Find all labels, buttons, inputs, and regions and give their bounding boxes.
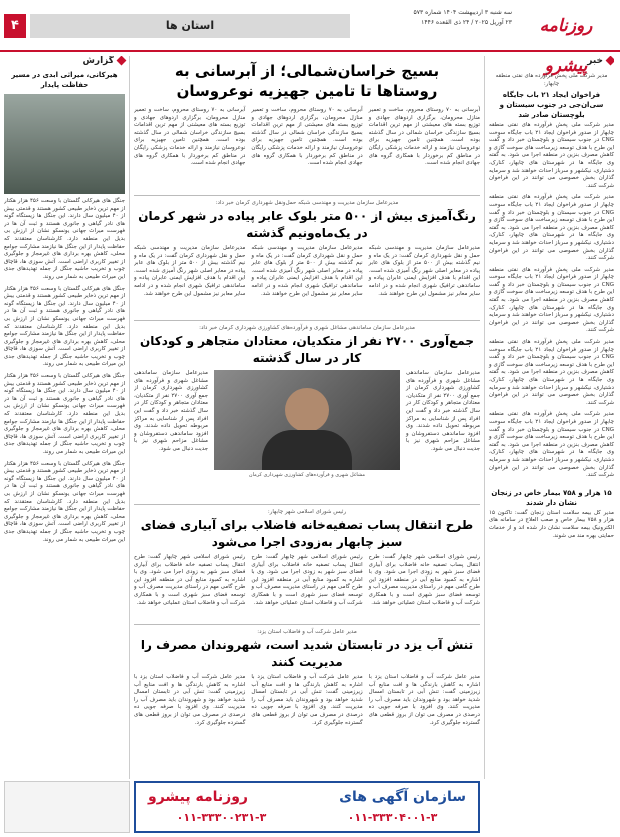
advert-top xyxy=(136,783,478,811)
lead-col-1: آبرسانی به ۷۰ روستای محروم، ساخت و تعمیر منازل محرومان، برگزاری اردوهای جهادی و توزیع بسته های معیشتی از مهم ترین اقدامات بسیج سازندگی خراسان شمالی در سال گذشته بوده است. همچنین تامین جهیزیه برای نوعروسان نیازمند و ارائه خدمات پزشکی رایگان در مناطق کم برخوردار با همکاری گروه های جهادی انجام شده است. xyxy=(368,107,480,167)
story2-kicker: مدیرعامل سازمان مدیریت و مهندسی شبکه حمل‌ونقل شهرداری کرمان خبر داد: xyxy=(215,200,399,206)
left-ad-placeholder xyxy=(4,781,130,833)
advert-phone-2: ۰۱۱-۳۳۳۰۴۰۰۱-۳ xyxy=(347,811,438,824)
brief2-body: مدیر کل بیمه سلامت استان زنجان گفت: تاکنون ۱۵ هزار و ۷۵۸ بیمار خاص و صعب العلاج در سامانه های الکترونیک بیمه سلامت نشان دار شده اند و از خدمات حمایتی بهره مند می شوند. xyxy=(489,509,614,539)
brief-body-cont-4: مدیر شرکت ملی پخش فرآورده های نفتی منطقه چابهار از صدور فراخوان ایجاد ۲۱ باب جایگاه سوخت CNG در جنوب سیستان و بلوچستان خبر داد و گفت این طرح با هدف توسعه زیرساخت های سوخت گازی و کاهش مصرف بنزین در منطقه اجرا می شود. به گفته وی جایگاه ها در شهرستان های چابهار، کنارک، دشتیاری، نیکشهر و سرباز احداث خواهند شد و سرمایه گذاران بخش خصوصی می توانند در این فراخوان شرکت کنند. xyxy=(489,411,614,479)
story2-col-1: مدیرعامل سازمان مدیریت و مهندسی شبکه حمل و نقل شهرداری کرمان گفت: در یک ماه و نیم گذشته بیش از ۵۰۰ متر از بلوک های عابر پیاده در معابر اصلی شهر رنگ آمیزی شده است. این اقدام با هدف افزایش ایمنی عابران پیاده و ساماندهی ترافیک شهری انجام شده و در ادامه سایر معابر نیز مشمول این طرح خواهند شد. xyxy=(368,245,480,297)
lead-col-2: آبرسانی به ۷۰ روستای محروم، ساخت و تعمیر منازل محرومان، برگزاری اردوهای جهادی و توزیع بسته های معیشتی از مهم ترین اقدامات بسیج سازندگی خراسان شمالی در سال گذشته بوده است. همچنین تامین جهیزیه برای نوعروسان نیازمند و ارائه خدمات پزشکی رایگان در مناطق کم برخوردار با همکاری گروه های جهادی انجام شده است. xyxy=(251,107,363,167)
news-label: خبر xyxy=(489,56,614,66)
newspaper-logo: روزنامه پیشرو xyxy=(539,16,593,76)
story2-headline: رنگ‌آمیزی بیش از ۵۰۰ متر بلوک عابر پیاده در شهر کرمان در یک‌ماه‌و‌نیم گذشته xyxy=(138,209,476,240)
story5-col-2: مدیر عامل شرکت آب و فاضلاب استان یزد با اشاره به کاهش بارندگی ها و افت منابع آب زیرزمینی گفت: تنش آبی در تابستان امسال شدید خواهد بود و شهروندان باید مصرف آب را مدیریت کنند. وی افزود با صرفه جویی ده درصدی در مصرف می توان از بروز قطعی های گسترده جلوگیری کرد. xyxy=(251,674,363,726)
story2-col-3: مدیرعامل سازمان مدیریت و مهندسی شبکه حمل و نقل شهرداری کرمان گفت: در یک ماه و نیم گذشته بیش از ۵۰۰ متر از بلوک های عابر پیاده در معابر اصلی شهر رنگ آمیزی شده است. این اقدام با هدف افزایش ایمنی عابران پیاده و ساماندهی ترافیک شهری انجام شده و در ادامه سایر معابر نیز مشمول این طرح خواهند شد. xyxy=(134,245,246,297)
story3-col-2: مدیرعامل سازمان ساماندهی مشاغل شهری و فرآورده های کشاورزی شهرداری کرمان از جمع آوری ۲۷۰۰ نفر از متکدیان، معتادان متجاهر و کودکان کار در سال گذشته خبر داد و گفت این افراد پس از شناسایی به مراکز مربوطه تحویل داده شدند. وی افزود ساماندهی دستفروشان و مشاغل مزاحم شهری نیز با جدیت دنبال می شود. xyxy=(134,370,208,452)
story3-layout xyxy=(134,370,480,478)
section-title: استان ها xyxy=(30,14,350,38)
brief2-title: ۱۵ هزار و ۷۵۸ بیمار خاص در زنجان نشان دار شدند xyxy=(491,488,612,507)
report-body: جنگل های هیرکانی گلستان با وسعت ۴۵۶ هزار هکتار از مهم ترین ذخایر طبیعی کشور هستند و قدمتی بیش از ۴۰ میلیون سال دارند. این جنگل ها زیستگاه گونه های نادر گیاهی و جانوری هستند و ثبت آن ها در فهرست میراث جهانی یونسکو نشان از ارزش بی بدیل این منطقه دارد. کارشناسان معتقدند که حفاظت پایدار از این جنگل ها نیازمند مشارکت جوامع محلی، کاهش بهره برداری های غیرمجاز و جلوگیری از تغییر کاربری اراضی است. آتش سوزی ها، قاچاق چوب و تخریب حاشیه جنگل از جمله تهدیدهای جدی این میراث طبیعی به شمار می روند. xyxy=(4,198,126,280)
brief-title: فراخوان ایجاد ۲۱ باب جایگاه سی‌ان‌جی در جنوب سیستان و بلوچستان صادر شد xyxy=(499,91,604,119)
story5-col-3: مدیر عامل شرکت آب و فاضلاب استان یزد با اشاره به کاهش بارندگی ها و افت منابع آب زیرزمینی گفت: تنش آبی در تابستان امسال شدید خواهد بود و شهروندان باید مصرف آب را مدیریت کنند. وی افزود با صرفه جویی ده درصدی در مصرف می توان از بروز قطعی های گسترده جلوگیری کرد. xyxy=(134,674,246,726)
date-line-1: سه شنبه ۳ اردیبهشت ۱۴۰۴ شماره ۵۷۳ xyxy=(413,9,512,16)
story2-body xyxy=(134,245,480,298)
advert-brand: روزنامه پیشرو xyxy=(148,789,248,805)
main-content xyxy=(134,56,480,779)
report-title: هیرکانی، میراثی ابدی در مسیر حفاظت پایدار xyxy=(11,71,118,89)
story3-photo-block xyxy=(214,370,400,478)
brief-body-cont-3: مدیر شرکت ملی پخش فرآورده های نفتی منطقه چابهار از صدور فراخوان ایجاد ۲۱ باب جایگاه سوخت CNG در جنوب سیستان و بلوچستان خبر داد و گفت این طرح با هدف توسعه زیرساخت های سوخت گازی و کاهش مصرف بنزین در منطقه اجرا می شود. به گفته وی جایگاه ها در شهرستان های چابهار، کنارک، دشتیاری، نیکشهر و سرباز احداث خواهند شد و سرمایه گذاران بخش خصوصی می توانند در این فراخوان شرکت کنند. xyxy=(489,339,614,406)
brief-kicker: مدیر شرکت ملی پخش فرآورده های نفتی منطقه چابهار: xyxy=(495,73,608,87)
brief-body: مدیر شرکت ملی پخش فرآورده های نفتی منطقه چابهار از صدور فراخوان ایجاد ۲۱ باب جایگاه سوخت CNG در جنوب سیستان و بلوچستان خبر داد و گفت این طرح با هدف توسعه زیرساخت های سوخت گازی و کاهش مصرف بنزین در منطقه اجرا می شود. به گفته وی جایگاه ها در شهرستان های چابهار، کنارک، دشتیاری، نیکشهر و سرباز احداث خواهند شد و سرمایه گذاران بخش خصوصی می توانند در این فراخوان شرکت کنند. xyxy=(489,122,614,189)
story4-col-2: رئیس شورای اسلامی شهر چابهار گفت: طرح انتقال پساب تصفیه خانه فاضلاب برای آبیاری فضای سبز شهر به زودی اجرا می شود. وی با اشاره به کمبود منابع آبی در منطقه افزود این طرح گامی مهم در راستای مدیریت مصرف آب و توسعه فضای سبز شهری است و با همکاری شرکت آب و فاضلاب استان عملیاتی خواهد شد. xyxy=(251,554,363,606)
story4-kicker: رئیس شورای اسلامی شهر چابهار: xyxy=(267,509,347,515)
story-yazd-water xyxy=(134,625,480,775)
story5-headline: تنش آب یزد در تابستان شدید است، شهروندان مصرف را مدیریت کنند xyxy=(140,638,474,669)
report-label: گزارش xyxy=(4,56,125,66)
photo-caption: مشاغل شهری و فرآورده‌های کشاورزی شهرداری کرمان xyxy=(248,472,366,478)
official-photo xyxy=(214,370,400,470)
story-kerman-beggars xyxy=(134,321,480,505)
story3-col-1: مدیرعامل سازمان ساماندهی مشاغل شهری و فرآورده های کشاورزی شهرداری کرمان از جمع آوری ۲۷۰۰ نفر از متکدیان، معتادان متجاهر و کودکان کار در سال گذشته خبر داد و گفت این افراد پس از شناسایی به مراکز مربوطه تحویل داده شدند. وی افزود ساماندهی دستفروشان و مشاغل مزاحم شهری نیز با جدیت دنبال می شود. xyxy=(406,370,480,452)
lead-col-3: آبرسانی به ۷۰ روستای محروم، ساخت و تعمیر منازل محرومان، برگزاری اردوهای جهادی و توزیع بسته های معیشتی از مهم ترین اقدامات بسیج سازندگی خراسان شمالی در سال گذشته بوده است. همچنین تامین جهیزیه برای نوعروسان نیازمند و ارائه خدمات پزشکی رایگان در مناطق کم برخوردار با همکاری گروه های جهادی انجام شده است. xyxy=(134,107,246,167)
date-line-2: ۲۳ آوریل ۲۰۲۵ / ۲۴ ذی القعده ۱۴۴۶ xyxy=(421,19,512,26)
lead-body xyxy=(134,107,480,168)
story4-col-3: رئیس شورای اسلامی شهر چابهار گفت: طرح انتقال پساب تصفیه خانه فاضلاب برای آبیاری فضای سبز شهر به زودی اجرا می شود. وی با اشاره به کمبود منابع آبی در منطقه افزود این طرح گامی مهم در راستای مدیریت مصرف آب و توسعه فضای سبز شهری است و با همکاری شرکت آب و فاضلاب استان عملیاتی خواهد شد. xyxy=(134,554,246,606)
story3-kicker: مدیرعامل سازمان ساماندهی مشاغل شهری و فرآورده‌های کشاورزی شهرداری کرمان خبر داد: xyxy=(199,325,415,331)
forest-photo xyxy=(4,94,125,194)
story-kerman-crosswalk xyxy=(134,196,480,321)
left-column xyxy=(4,56,130,779)
advert-banner xyxy=(134,781,480,833)
story-chabahar-wastewater xyxy=(134,505,480,625)
page-number: ۴ xyxy=(4,14,26,38)
report-body-cont: جنگل های هیرکانی گلستان با وسعت ۴۵۶ هزار هکتار از مهم ترین ذخایر طبیعی کشور هستند و قدمتی بیش از ۴۰ میلیون سال دارند. این جنگل ها زیستگاه گونه های نادر گیاهی و جانوری هستند و ثبت آن ها در فهرست میراث جهانی یونسکو نشان از ارزش بی بدیل این منطقه دارد. کارشناسان معتقدند که حفاظت پایدار از این جنگل ها نیازمند مشارکت جوامع محلی، کاهش بهره برداری های غیرمجاز و جلوگیری از تغییر کاربری اراضی است. آتش سوزی ها، قاچاق چوب و تخریب حاشیه جنگل از جمله تهدیدهای جدی این میراث طبیعی به شمار می روند. xyxy=(4,285,126,368)
story2-col-2: مدیرعامل سازمان مدیریت و مهندسی شبکه حمل و نقل شهرداری کرمان گفت: در یک ماه و نیم گذشته بیش از ۵۰۰ متر از بلوک های عابر پیاده در معابر اصلی شهر رنگ آمیزی شده است. این اقدام با هدف افزایش ایمنی عابران پیاده و ساماندهی ترافیک شهری انجام شده و در ادامه سایر معابر نیز مشمول این طرح خواهند شد. xyxy=(251,245,363,297)
lead-headline: بسیج خراسان‌شمالی؛ از آبرسانی به روستاها تا تامین جهیزیه نوعروسان xyxy=(174,62,440,100)
story4-headline: طرح انتقال پساب تصفیه‌خانه فاضلاب برای آبیاری فضای سبز چابهار به‌زودی اجرا می‌شود xyxy=(140,518,474,549)
story5-kicker: مدیر عامل شرکت آب و فاضلاب استان یزد: xyxy=(257,629,357,635)
story5-body xyxy=(134,674,480,727)
story4-body xyxy=(134,554,480,607)
story4-col-1: رئیس شورای اسلامی شهر چابهار گفت: طرح انتقال پساب تصفیه خانه فاضلاب برای آبیاری فضای سبز شهر به زودی اجرا می شود. وی با اشاره به کمبود منابع آبی در منطقه افزود این طرح گامی مهم در راستای مدیریت مصرف آب و توسعه فضای سبز شهری است و با همکاری شرکت آب و فاضلاب استان عملیاتی خواهد شد. xyxy=(368,554,480,606)
advert-phone-1: ۰۱۱-۳۳۳۰۰۲۳۱-۳ xyxy=(176,811,267,824)
report-body-cont-3: جنگل های هیرکانی گلستان با وسعت ۴۵۶ هزار هکتار از مهم ترین ذخایر طبیعی کشور هستند و قدمتی بیش از ۴۰ میلیون سال دارند. این جنگل ها زیستگاه گونه های نادر گیاهی و جانوری هستند و ثبت آن ها در فهرست میراث جهانی یونسکو نشان از ارزش بی بدیل این منطقه دارد. کارشناسان معتقدند که حفاظت پایدار از این جنگل ها نیازمند مشارکت جوامع محلی، کاهش بهره برداری های غیرمجاز و جلوگیری از تغییر کاربری اراضی است. آتش سوزی ها، قاچاق چوب و تخریب حاشیه جنگل از جمله تهدیدهای جدی این میراث طبیعی به شمار می روند. xyxy=(4,460,126,543)
portrait-head xyxy=(285,388,329,432)
portrait-body xyxy=(262,430,352,470)
report-body-cont-2: جنگل های هیرکانی گلستان با وسعت ۴۵۶ هزار هکتار از مهم ترین ذخایر طبیعی کشور هستند و قدمتی بیش از ۴۰ میلیون سال دارند. این جنگل ها زیستگاه گونه های نادر گیاهی و جانوری هستند و ثبت آن ها در فهرست میراث جهانی یونسکو نشان از ارزش بی بدیل این منطقه دارد. کارشناسان معتقدند که حفاظت پایدار از این جنگل ها نیازمند مشارکت جوامع محلی، کاهش بهره برداری های غیرمجاز و جلوگیری از تغییر کاربری اراضی است. آتش سوزی ها، قاچاق چوب و تخریب حاشیه جنگل از جمله تهدیدهای جدی این میراث طبیعی به شمار می روند. xyxy=(4,373,126,455)
story5-col-1: مدیر عامل شرکت آب و فاضلاب استان یزد با اشاره به کاهش بارندگی ها و افت منابع آب زیرزمینی گفت: تنش آبی در تابستان امسال شدید خواهد بود و شهروندان باید مصرف آب را مدیریت کنند. وی افزود با صرفه جویی ده درصدی در مصرف می توان از بروز قطعی های گسترده جلوگیری کرد. xyxy=(368,674,480,726)
brief-body-cont-2: مدیر شرکت ملی پخش فرآورده های نفتی منطقه چابهار از صدور فراخوان ایجاد ۲۱ باب جایگاه سوخت CNG در جنوب سیستان و بلوچستان خبر داد و گفت این طرح با هدف توسعه زیرساخت های سوخت گازی و کاهش مصرف بنزین در منطقه اجرا می شود. به گفته وی جایگاه ها در شهرستان های چابهار، کنارک، دشتیاری، نیکشهر و سرباز احداث خواهند شد و سرمایه گذاران بخش خصوصی می توانند در این فراخوان شرکت کنند. xyxy=(489,266,614,334)
advert-org: سازمان آگهی های xyxy=(339,789,466,805)
issue-date xyxy=(362,8,512,28)
right-column xyxy=(484,56,614,779)
advert-phones xyxy=(136,811,478,824)
lead-story xyxy=(134,56,480,196)
story3-headline: جمع‌آوری ۲۷۰۰ نفر از متکدیان، معتادان متجاهر و کودکان کار در سال گذشته xyxy=(139,334,474,365)
brief-body-cont: مدیر شرکت ملی پخش فرآورده های نفتی منطقه چابهار از صدور فراخوان ایجاد ۲۱ باب جایگاه سوخت CNG در جنوب سیستان و بلوچستان خبر داد و گفت این طرح با هدف توسعه زیرساخت های سوخت گازی و کاهش مصرف بنزین در منطقه اجرا می شود. به گفته وی جایگاه ها در شهرستان های چابهار، کنارک، دشتیاری، نیکشهر و سرباز احداث خواهند شد و سرمایه گذاران بخش خصوصی می توانند در این فراخوان شرکت کنند. xyxy=(489,194,614,262)
